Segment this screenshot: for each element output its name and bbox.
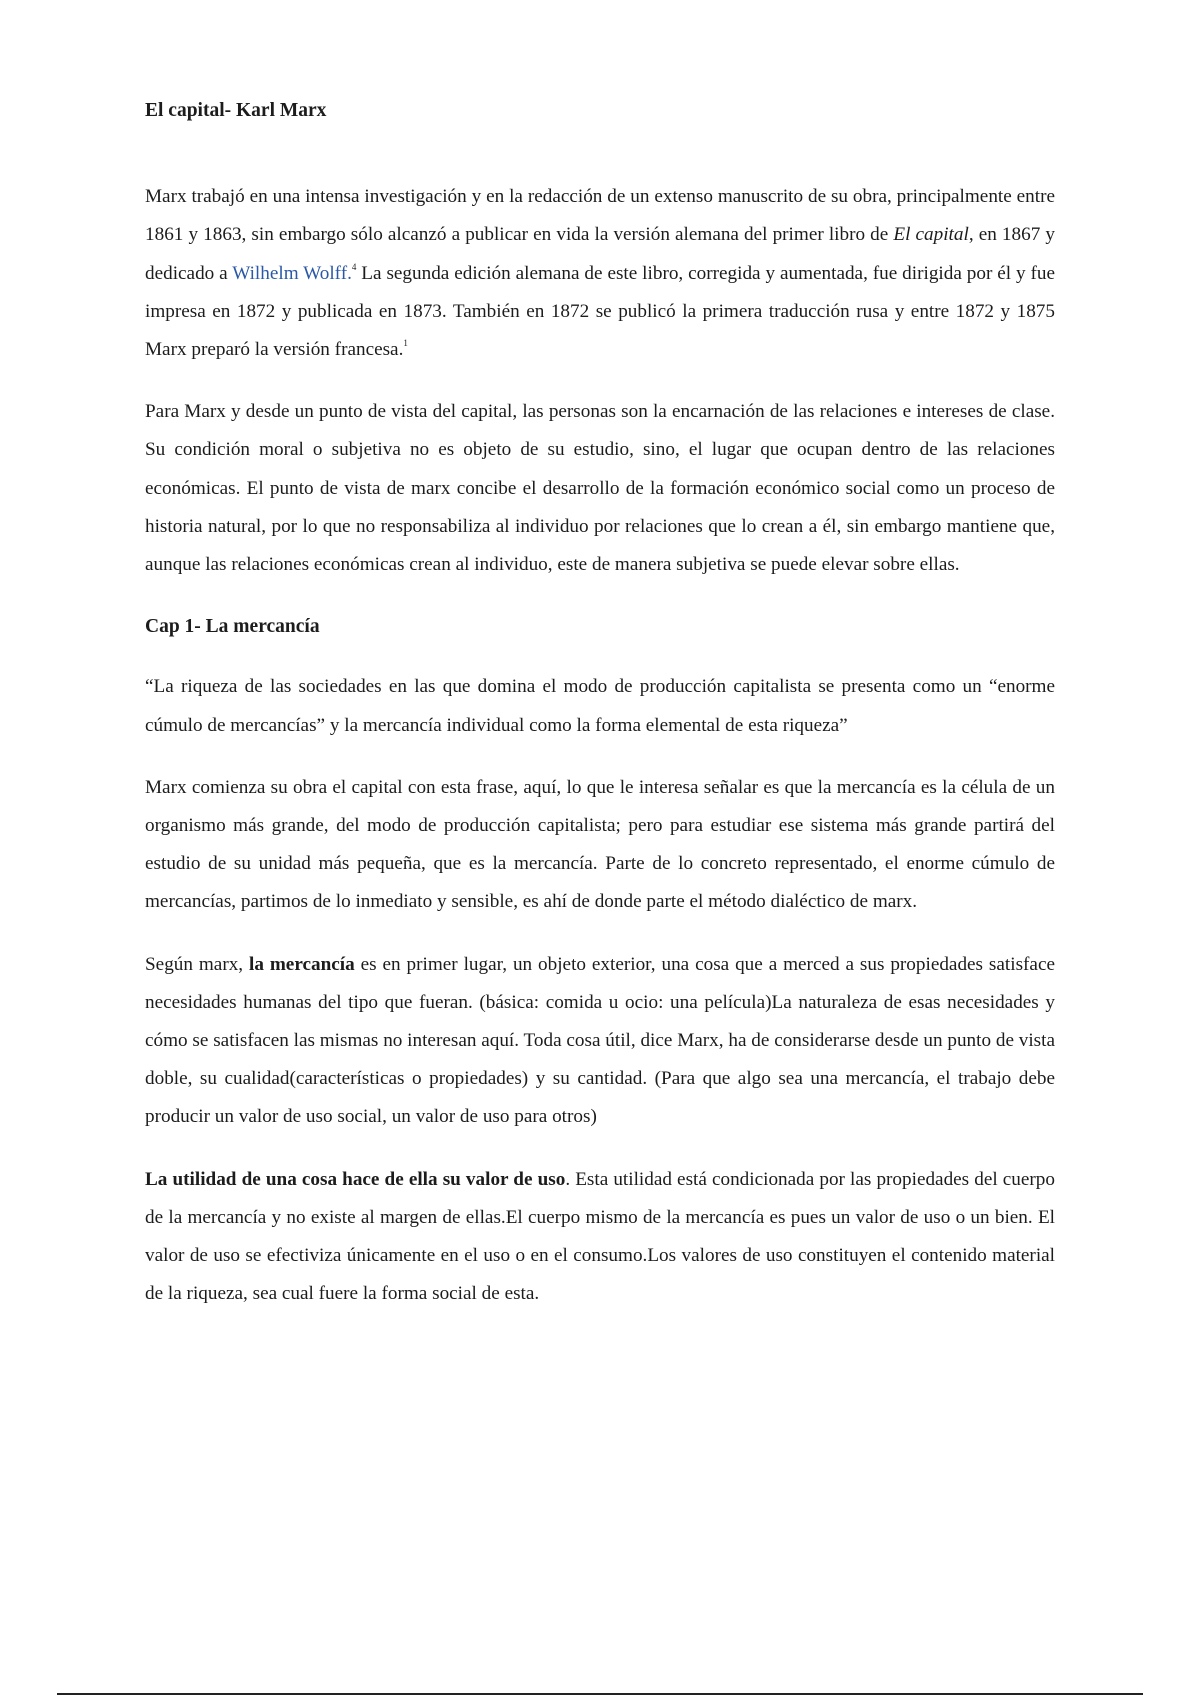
bold-term: la mercancía [249, 953, 355, 975]
footnote-marker[interactable]: 1 [403, 338, 408, 349]
paragraph-text: es en primer lugar, un objeto exterior, una cosa que a merced a sus propiedades satisface necesidades humanas del tipo que fueran. (básica: comida u ocio: una película)La naturaleza de esas necesidades y cómo se satisfacen las mismas no interesan aquí. Toda cosa útil, dice Marx, ha de considerarse desde un punto de vista doble, su cualidad(características o propiedades) y su cantidad. (Para que algo sea una mercancía, el trabajo debe producir un valor de uso social, un valor de uso para otros) [145, 953, 1055, 1128]
paragraph-persons-class-relations: Para Marx y desde un punto de vista del capital, las personas son la encarnación de las relaciones e intereses de clase. Su condición moral o subjetiva no es objeto de su estudio, sino, el lugar que ocupan dentro de las relaciones económicas. El punto de vista de marx concibe el desarrollo de la formación económico social como un proceso de historia natural, por lo que no responsabiliza al individuo por relaciones que lo crean a él, sin embargo mantiene que, aunque las relaciones económicas crean al individuo, este de manera subjetiva se puede elevar sobre ellas. [145, 401, 1055, 576]
footer-divider [57, 1693, 1143, 1695]
document-body [145, 92, 1055, 1337]
wilhelm-wolff-link[interactable]: Wilhelm Wolff. [232, 262, 352, 284]
section-heading: Cap 1- La mercancía [145, 616, 320, 638]
paragraph-text: . Esta utilidad está condicionada por las propiedades del cuerpo de la mercancía y no existe al margen de ellas.El cuerpo mismo de la mercancía es pues un valor de uso o un bien. El valor de uso se efectiviza únicamente en el uso o en el consumo.Los valores de uso constituyen el contenido material de la riqueza, sea cual fuere la forma social de esta. [145, 1168, 1055, 1305]
paragraph-text: , en 1867 y dedicado a [145, 224, 1056, 284]
paragraph-method: Marx comienza su obra el capital con esta frase, aquí, lo que le interesa señalar es que la mercancía es la célula de un organismo más grande, del modo de producción capitalista; pero para estudiar ese sistema más grande partirá del estudio de su unidad más pequeña, que es la mercancía. Parte de lo concreto representado, el enorme cúmulo de mercancías, partimos de lo inmediato y sensible, es ahí de donde parte el método dialéctico de marx. [145, 776, 1055, 913]
footnote-marker[interactable]: 4 [351, 261, 357, 272]
paragraph-opening-quote: “La riqueza de las sociedades en las que domina el modo de producción capitalista se presenta como un “enorme cúmulo de mercancías” y la mercancía individual como la forma elemental de esta riqueza” [145, 676, 1055, 736]
book-title-italic: El capital [893, 224, 969, 246]
paragraph-text: Según marx, [145, 953, 249, 975]
document-title: El capital- Karl Marx [145, 100, 327, 121]
bold-term: La utilidad de una cosa hace de ella su valor de uso [145, 1168, 566, 1190]
paragraph-text: La segunda edición alemana de este libro, corregida y aumentada, fue dirigida por él y fue impresa en 1872 y publicada en 1873. También en 1872 se publicó la primera traducción rusa y entre 1872 y 1875 Marx preparó la versión francesa. [145, 262, 1056, 361]
paragraph-use-value [145, 1161, 1055, 1314]
paragraph-publication-history [145, 178, 1055, 369]
paragraph-text: Marx trabajó en una intensa investigación y en la redacción de un extenso manuscrito de su obra, principalmente entre 1861 y 1863, sin embargo sólo alcanzó a publicar en vida la versión alemana del primer libro de [145, 186, 1055, 246]
paragraph-commodity-definition [145, 946, 1055, 1137]
